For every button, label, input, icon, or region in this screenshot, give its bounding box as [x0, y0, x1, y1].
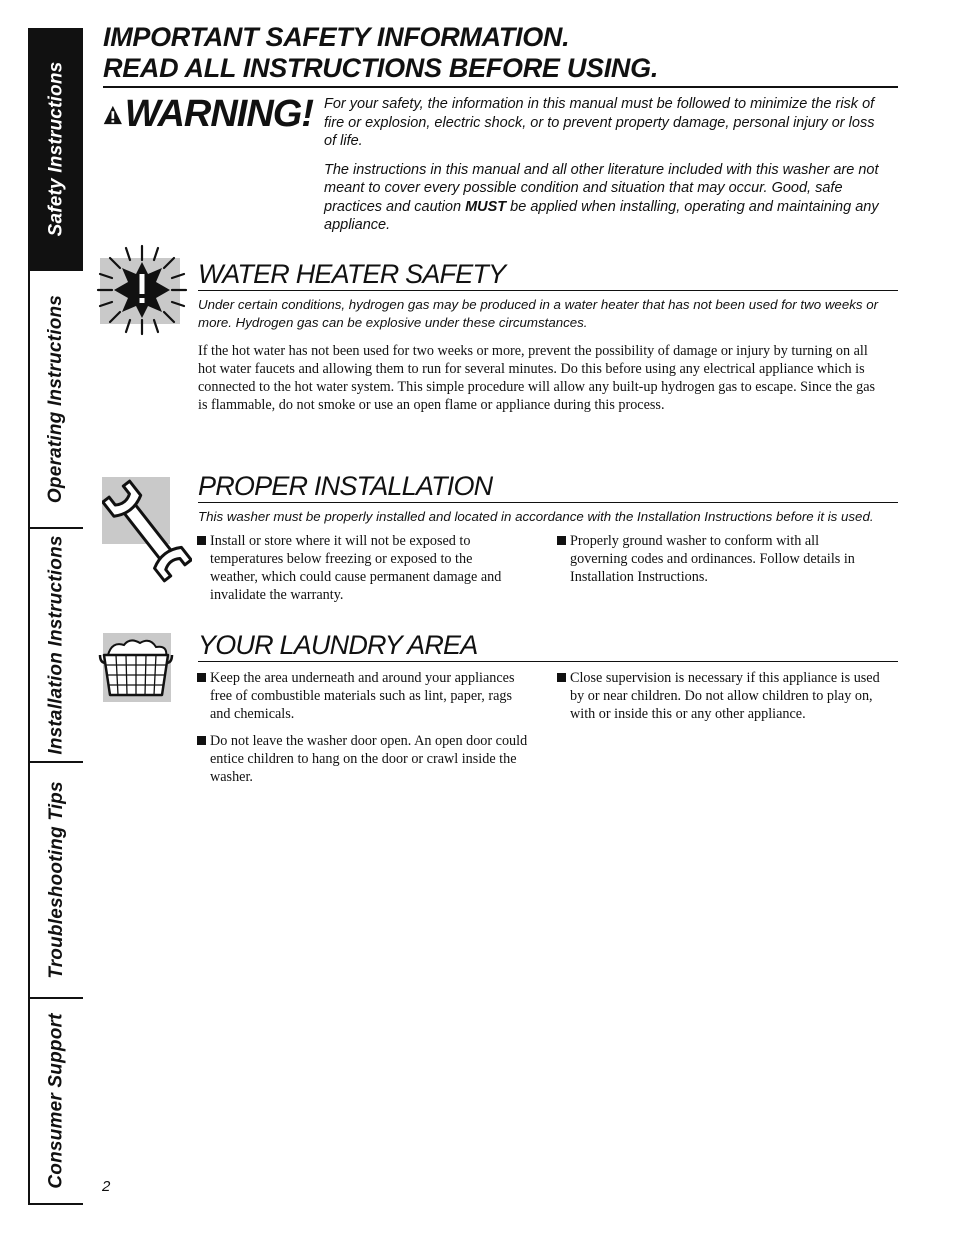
laundry-basket-icon [98, 633, 174, 703]
bullet-square-icon [197, 536, 206, 545]
bullet-square-icon [557, 536, 566, 545]
tab-label: Safety Instructions [45, 61, 67, 236]
tab-consumer-support[interactable] [30, 997, 83, 1203]
warning-p2-text: The instructions in this manual and all other literature included with this washer are not meant to cover every possible condition and situation that may occur. Good, safe practices and caution [324, 161, 879, 215]
tab-label: Consumer Support [45, 1013, 67, 1189]
installation-bullet [557, 532, 877, 586]
wrench-icon [102, 477, 192, 585]
warning-label [103, 93, 313, 136]
bullet-square-icon [197, 673, 206, 682]
water-heater-body: If the hot water has not been used for two weeks or more, prevent the possibility of damage or injury by turning on all hot water faucets and allowing them to run for several minutes. Do this before using any electrical appliance which is connected to the hot water system. This simple procedure will allow any built-up hydrogen gas to escape. Since the gas is flammable, do not smoke or use an open flame or appliance during this process. [198, 343, 876, 413]
installation-intro: This washer must be properly installed and located in accordance with the Installation Instructions before it is used. [198, 509, 874, 524]
tab-operating-instructions[interactable] [30, 269, 83, 527]
installation-bullet [197, 532, 517, 604]
tab-label: Troubleshooting Tips [45, 781, 67, 979]
warning-text [324, 95, 884, 245]
laundry-bullet [557, 669, 897, 723]
title-line-1: IMPORTANT SAFETY INFORMATION. [103, 22, 570, 52]
title-line-2: READ ALL INSTRUCTIONS BEFORE USING. [103, 53, 659, 83]
warning-paragraph-2 [324, 161, 884, 235]
warning-paragraph-1: For your safety, the information in this manual must be followed to minimize the risk of fire or explosion, electric shock, or to prevent property damage, personal injury or loss of life. [324, 96, 875, 149]
warning-word: WARNING! [124, 93, 313, 135]
page-number: 2 [102, 1178, 111, 1195]
tab-label: Operating Instructions [45, 294, 67, 504]
warning-must: MUST [465, 198, 507, 215]
tab-installation-instructions[interactable] [30, 527, 83, 761]
bullet-square-icon [557, 673, 566, 682]
laundry-bullet [197, 732, 542, 786]
tab-troubleshooting-tips[interactable] [30, 761, 83, 997]
installation-title: PROPER INSTALLATION [198, 471, 898, 503]
bullet-text: Install or store where it will not be exposed to temperatures below freezing or exposed to the weather, which could cause permanent damage and invalidate the warranty. [210, 533, 502, 603]
tab-safety-instructions[interactable] [30, 28, 83, 269]
bullet-text: Do not leave the washer door open. An open door could entice children to hang on the door or crawl inside the washer. [210, 733, 528, 785]
bullet-text: Keep the area underneath and around your appliances free of combustible materials such as lint, paper, rags and chemicals. [210, 670, 515, 722]
warning-triangle-icon [103, 102, 123, 128]
bullet-text: Close supervision is necessary if this appliance is used by or near children. Do not allow children to play on, with or inside this or any other appliance. [570, 670, 880, 722]
explosion-icon [96, 244, 188, 336]
bullet-text: Properly ground washer to conform with all governing codes and ordinances. Follow details in Installation Instructions. [570, 533, 855, 585]
water-heater-intro: Under certain conditions, hydrogen gas may be produced in a water heater that has not been used for two weeks or more. Hydrogen gas can be explosive under these circumstances. [198, 297, 879, 330]
page-title [103, 22, 898, 88]
water-heater-title: WATER HEATER SAFETY [198, 259, 898, 291]
laundry-title: YOUR LAUNDRY AREA [198, 630, 898, 662]
tab-label: Installation Instructions [45, 535, 67, 755]
laundry-bullet [197, 669, 527, 723]
bullet-square-icon [197, 736, 206, 745]
side-tab-nav [28, 28, 83, 1205]
warning-p2-text-end: be applied when installing, operating and maintaining any appliance. [324, 198, 879, 233]
